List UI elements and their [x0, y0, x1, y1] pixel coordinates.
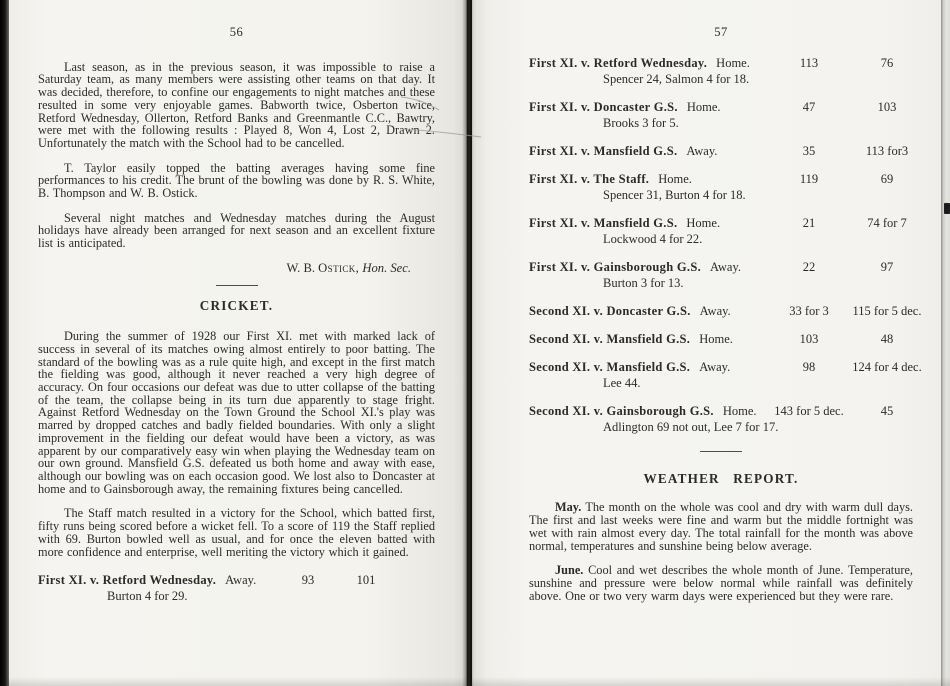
scan-artifact-curves — [395, 85, 485, 145]
match-team: First XI. v. Mansfield G.S. — [529, 215, 678, 230]
match-venue: Home. — [686, 99, 721, 114]
match-row — [529, 57, 913, 86]
match-score-2: 76 — [880, 55, 894, 70]
match-score-2: 124 for 4 dec. — [852, 359, 922, 374]
match-detail: Burton 4 for 29. — [107, 589, 188, 604]
match-row — [529, 173, 913, 202]
weather-text: The month on the whole was cool and dry with warm dull days. The first and last weeks were fine and warm but the middle fortnight was wet with rain almost every day. The total rainfall for the month was above normal, temperatures and sunshine being below average. — [529, 500, 913, 553]
match-row — [529, 333, 913, 346]
page-edge-right — [941, 0, 950, 686]
cricket-heading: CRICKET. — [199, 297, 274, 313]
match-venue: Home. — [699, 331, 733, 346]
match-score-1: 119 — [799, 171, 819, 186]
match-score-1: 98 — [802, 359, 816, 374]
match-team: Second XI. v. Doncaster G.S. — [529, 303, 691, 318]
month-label: May. — [555, 500, 582, 515]
match-score-2: 69 — [880, 171, 894, 186]
match-detail: Lockwood 4 for 22. — [603, 231, 703, 246]
match-score-1: 143 for 5 dec. — [774, 403, 844, 418]
match-venue: Home. — [658, 171, 692, 186]
month-label: June. — [555, 563, 584, 578]
paragraph: Several night matches and Wednesday matches during the August holidays have already been arranged for next season and an excellent fixture list is anticipated. — [38, 210, 435, 251]
match-score-2: 48 — [880, 331, 894, 346]
match-score-1: 47 — [802, 99, 816, 114]
match-venue: Home. — [716, 55, 750, 70]
match-row — [529, 359, 922, 390]
paragraph: Last season, as in the previous season, it was impossible to raise a Saturday team, as many members were assisting other teams on that day. It was decided, therefore, to confine our engagements to night matches and these resulted in some very enjoyable games. Babworth twice, Osberton twice, Retford Wednesday, Ollerton, Retford Banks and Greenmantle C.C., Bawtry, were met with the following results : Played 8, Won 4, Lost 2, Drawn 2. Unfortunately the match with the School had to be cancelled. — [38, 59, 435, 150]
match-team: Second XI. v. Mansfield G.S. — [529, 331, 691, 346]
match-row — [529, 145, 913, 158]
match-score-1: 113 — [799, 55, 819, 70]
match-venue: Away. — [699, 303, 731, 318]
match-score-2: 103 — [877, 99, 897, 114]
match-row — [529, 303, 922, 318]
match-team: First XI. v. Gainsborough G.S. — [529, 259, 702, 274]
match-team: Second XI. v. Mansfield G.S. — [529, 359, 691, 374]
page-number-right: 57 — [714, 25, 728, 39]
match-score-1: 33 for 3 — [789, 303, 829, 318]
match-team: First XI. v. The Staff. — [529, 171, 650, 186]
match-detail: Burton 3 for 13. — [603, 275, 684, 290]
match-detail: Spencer 31, Burton 4 for 18. — [603, 187, 746, 202]
match-venue: Home. — [686, 215, 721, 230]
match-detail: Lee 44. — [603, 375, 641, 390]
match-team: Second XI. v. Gainsborough G.S. — [529, 403, 714, 418]
match-venue: Away. — [225, 573, 257, 588]
match-venue: Home. — [722, 403, 757, 418]
paragraph: During the summer of 1928 our First XI. met with marked lack of success in several of its matches owing almost entirely to poor batting. The standard of the bowling was as a rule quite high, and except in the first match the fielding was good, although it never reached a very high degree of accuracy. On four occasions our defeat was due to utter collapse of the batting of the team, the collapse being in its turn due apparently to stage fright. Against Retford Wednesday on the Town Ground the School XI.'s play was marred by dropped catches and badly fielded boundaries. With only a slight improvement in the fielding our defeat would have been a victory, as was apparent by our comparatively easy win when playing the Wednesday team on our own ground. Mansfield G.S. defeated us both home and away with ease, although our bowling was on each occasion good. We lost also to Doncaster at home and to Gainsborough away, the remaining fixtures being cancelled. — [38, 329, 435, 496]
section-divider — [216, 285, 258, 286]
match-score-1: 21 — [802, 215, 816, 230]
match-score-2: 115 for 5 dec. — [852, 303, 922, 318]
match-score-1: 93 — [301, 573, 315, 588]
match-score-1: 103 — [799, 331, 819, 346]
match-score-2: 45 — [880, 403, 894, 418]
match-detail: Adlington 69 not out, Lee 7 for 17. — [603, 419, 779, 434]
match-score-1: 35 — [802, 143, 816, 158]
match-venue: Away. — [699, 359, 731, 374]
match-row — [529, 405, 913, 434]
signature-prefix: W. B. — [286, 260, 316, 275]
page-number-left: 56 — [229, 25, 244, 39]
match-venue: Away. — [710, 259, 742, 274]
signature — [38, 262, 435, 275]
paragraph: T. Taylor easily topped the batting averages having some fine performances to his credit. The brunt of the bowling was done by R. S. White, B. Thompson and W. B. Ostick. — [38, 160, 435, 201]
paragraph: The Staff match resulted in a victory for the School, which batted first, fifty runs being scored before a wicket fell. To a score of 119 the Staff replied with 69. Burton bowled well as usual, and for once the eleven batted with more confidence and enterprise, well meriting the victory which it gained. — [38, 506, 435, 559]
match-score-2: 113 for3 — [865, 143, 909, 158]
weather-heading: WEATHER REPORT. — [643, 470, 799, 486]
signature-role: Hon. Sec. — [362, 260, 411, 275]
page-edge-left — [0, 0, 9, 686]
section-divider — [700, 451, 742, 452]
bottom-shadow — [0, 677, 950, 686]
match-row — [529, 261, 913, 290]
match-detail: Brooks 3 for 5. — [603, 115, 679, 130]
match-team: First XI. v. Retford Wednesday. — [38, 573, 217, 588]
match-team: First XI. v. Retford Wednesday. — [529, 55, 708, 70]
weather-paragraph — [529, 501, 913, 552]
match-venue: Away. — [686, 143, 718, 158]
match-row — [529, 101, 913, 130]
match-row — [529, 217, 913, 246]
page-57 — [472, 0, 941, 686]
signature-name: Ostick, — [318, 260, 360, 275]
match-score-2: 74 for 7 — [867, 215, 907, 230]
match-detail: Spencer 24, Salmon 4 for 18. — [603, 71, 750, 86]
match-score-2: 97 — [880, 259, 894, 274]
match-score-1: 22 — [802, 259, 816, 274]
match-row — [38, 574, 435, 603]
match-team: First XI. v. Mansfield G.S. — [529, 143, 678, 158]
page-56-content — [38, 26, 435, 618]
ink-mark — [944, 203, 950, 214]
weather-paragraph — [529, 564, 913, 602]
weather-text: Cool and wet describes the whole month of June. Temperature, sunshine and pressure were below normal while rainfall was definitely above. One or two very warm days were experienced but they were rare. — [529, 563, 913, 603]
match-team: First XI. v. Doncaster G.S. — [529, 99, 678, 114]
page-57-content — [529, 25, 922, 614]
match-score-2: 101 — [356, 573, 376, 588]
